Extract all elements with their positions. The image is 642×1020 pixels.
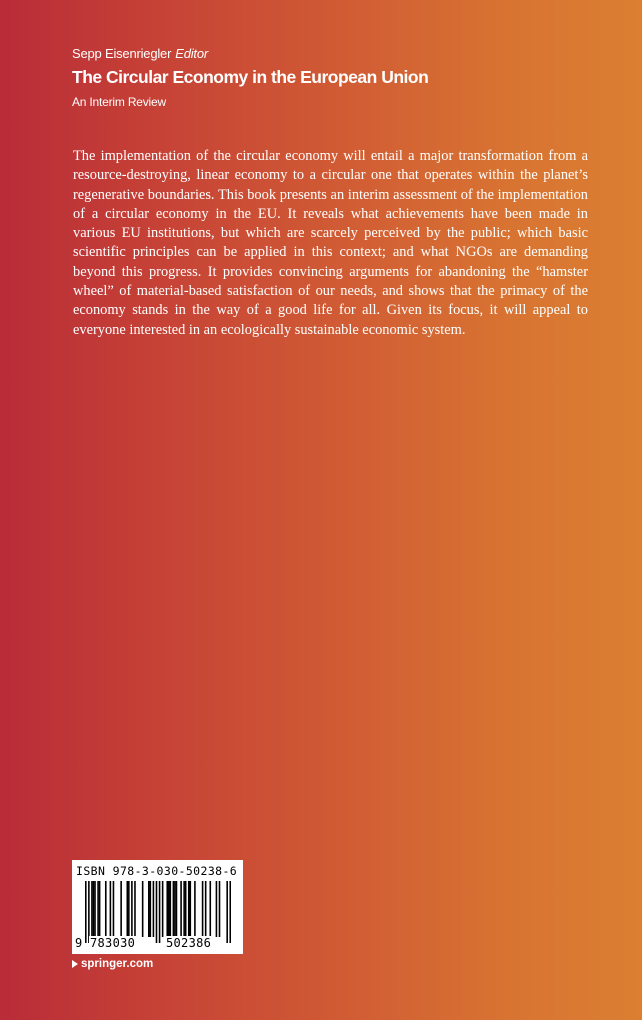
barcode-bar xyxy=(183,881,185,937)
barcode-bar xyxy=(110,881,112,937)
barcode-bar xyxy=(166,881,168,937)
barcode-bar xyxy=(126,881,128,937)
barcode-bar xyxy=(131,881,133,937)
barcode-bar xyxy=(219,881,221,937)
isbn-label: ISBN 978-3-030-50238-6 xyxy=(76,864,238,878)
barcode-bar xyxy=(85,881,87,943)
barcode-bar xyxy=(142,881,144,937)
barcode-bar xyxy=(134,881,136,937)
barcode-bar xyxy=(153,881,155,937)
barcode-left-digits: 783030 xyxy=(90,936,136,950)
barcode-bar xyxy=(174,881,176,937)
barcode-bar xyxy=(99,881,101,937)
book-title: The Circular Economy in the European Union xyxy=(72,67,429,87)
barcode-bar xyxy=(209,881,211,937)
barcode-bar xyxy=(168,881,170,937)
isbn-barcode-box xyxy=(72,860,243,954)
barcode-bar xyxy=(205,881,207,937)
editor-role: Editor xyxy=(175,46,208,61)
barcode-bar xyxy=(91,881,93,937)
barcode-bar xyxy=(88,881,90,943)
barcode-bar xyxy=(216,881,218,937)
barcode-bar xyxy=(93,881,95,937)
barcode-bar xyxy=(180,881,182,937)
barcode-bar xyxy=(188,881,190,937)
barcode-icon xyxy=(85,881,231,943)
barcode-bar xyxy=(185,881,187,937)
triangle-right-icon xyxy=(72,960,78,968)
publisher-website: springer.com xyxy=(81,958,154,970)
editor-name: Sepp Eisenriegler xyxy=(72,46,172,61)
barcode-bar xyxy=(190,881,192,937)
book-subtitle: An Interim Review xyxy=(72,95,166,109)
publisher-link[interactable] xyxy=(72,958,153,970)
barcode-right-digits: 502386 xyxy=(166,936,212,950)
barcode-bar xyxy=(173,881,175,937)
barcode-bar xyxy=(94,881,96,937)
barcode-bar xyxy=(97,881,99,937)
barcode-bar xyxy=(148,881,150,937)
barcode-bar xyxy=(156,881,158,943)
barcode-bar xyxy=(226,881,228,943)
barcode-bar xyxy=(176,881,178,937)
barcode-bar xyxy=(162,881,164,937)
barcode-bar xyxy=(229,881,231,943)
barcode-bar xyxy=(170,881,172,937)
editor-line xyxy=(72,46,208,61)
barcode-bar xyxy=(113,881,115,937)
barcode-bar xyxy=(105,881,107,937)
barcode-bar xyxy=(120,881,122,937)
barcode-first-digit: 9 xyxy=(75,936,83,950)
book-description: The implementation of the circular economy will entail a major transformation from a resource-destroying, linear economy to a circular one that operates within the planet’s regenerative boundaries. This book presents an interim assessment of the implementation of a circular economy in the EU. It reveals what achievements have been made in various EU institutions, but which are scarcely perceived by the public; which basic scientific principles can be applied in this context; and what NGOs are demanding beyond this progress. It provides convincing arguments for abandoning the “hamster wheel” of material-based satisfaction of our needs, and shows that the primacy of the economy stands in the way of a good life for all. Given its focus, it will appeal to everyone interested in an ecologically sustainable economic system. xyxy=(73,148,588,338)
barcode-bar xyxy=(128,881,130,937)
barcode-bar xyxy=(150,881,152,937)
barcode-bar xyxy=(202,881,204,937)
barcode-bar xyxy=(194,881,196,937)
barcode-bar xyxy=(159,881,161,943)
